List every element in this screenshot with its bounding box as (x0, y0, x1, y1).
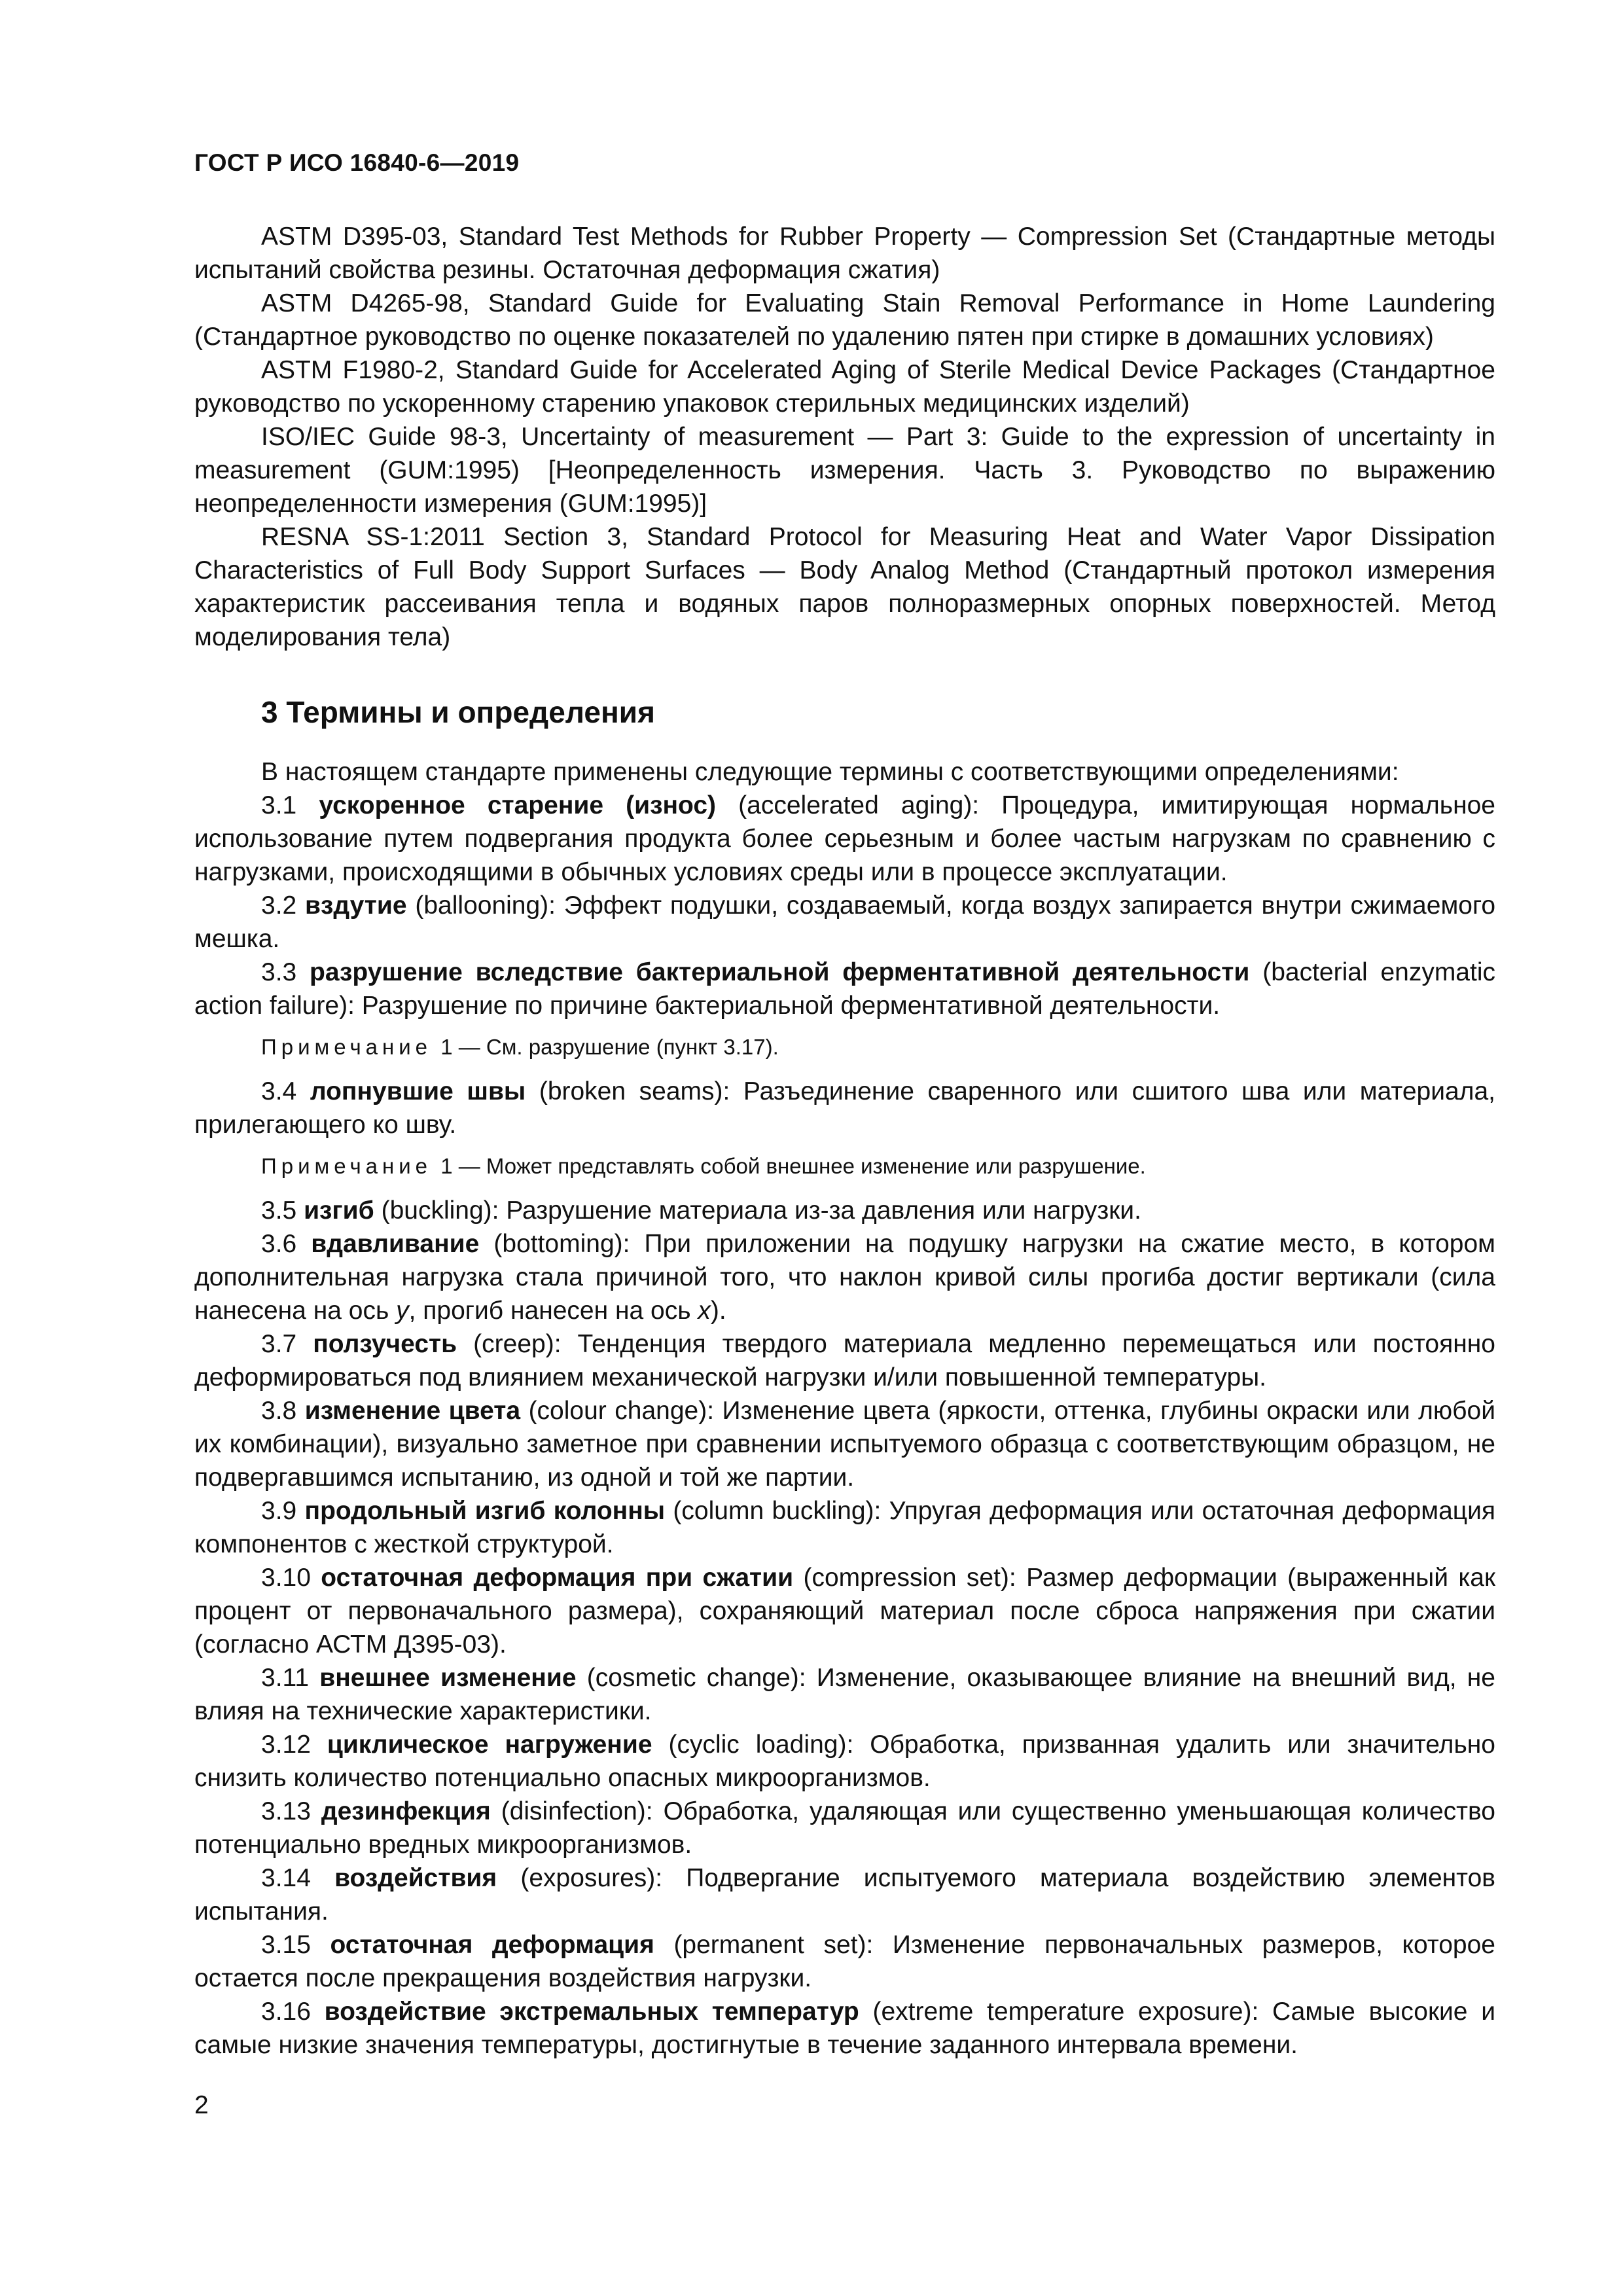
term-entry (194, 1661, 1495, 1728)
term-number: 3.11 (261, 1664, 310, 1692)
reference-entry: RESNA SS-1:2011 Section 3, Standard Protocol for Measuring Heat and Water Vapor Dissipation Characteristics of Full Body Support Surfaces — Body Analog Method (Стандартный протокол измерения характеристик рассеивания тепла и водяных паров полноразмерных опорных поверхностей. Метод моделирования тела) (194, 523, 1495, 651)
term-number: 3.1 (261, 791, 297, 819)
term-number: 3.13 (261, 1797, 311, 1825)
term-definition: (extreme temperature exposure): Самые высокие и самые низкие значения температуры, достигнутые в течение заданного интервала времени. (194, 1998, 1496, 2059)
term-name: остаточная деформация при сжатии (321, 1564, 794, 1592)
axis-variable: x (698, 1297, 711, 1325)
term-definition: (compression set): Размер деформации (выраженный как процент от первоначального размера), сохраняющий материал после сброса напряжения при сжатии (согласно АСТМ Д395-03). (194, 1564, 1496, 1659)
term-name: дезинфекция (321, 1797, 491, 1825)
term-entry (194, 1561, 1495, 1661)
term-number: 3.7 (261, 1330, 297, 1358)
term-entry (194, 956, 1495, 1022)
term-definition: (column buckling): Упругая деформация или остаточная деформация компонентов с жесткой структурой. (194, 1497, 1496, 1558)
term-definition: (creep): Тенденция твердого материала медленно перемещаться или постоянно деформироваться под влиянием механической нагрузки и/или повышенной температуры. (194, 1330, 1495, 1391)
term-definition: (buckling): Разрушение материала из-за давления или нагрузки. (381, 1196, 1141, 1225)
term-definition: (bacterial enzymatic action failure): Разрушение по причине бактериальной ферментативной деятельности. (194, 958, 1495, 1020)
term-entry (194, 789, 1495, 889)
term-number: 3.12 (261, 1731, 311, 1759)
reference-entry: ASTM F1980-2, Standard Guide for Accelerated Aging of Sterile Medical Device Packages (Стандартное руководство по ускоренному старению упаковок стерильных медицинских изделий) (194, 356, 1495, 418)
term-name: вдавливание (311, 1230, 480, 1258)
term-number: 3.14 (261, 1864, 311, 1892)
term-entry (194, 1928, 1495, 1995)
term-name: внешнее изменение (319, 1664, 577, 1692)
term-entry (194, 1394, 1495, 1494)
note-text: 1 — Может представлять собой внешнее изменение или разрушение. (440, 1154, 1146, 1178)
term-name: изменение цвета (304, 1397, 521, 1425)
term-definition: , прогиб нанесен на ось (408, 1297, 698, 1325)
term-name: вздутие (305, 891, 407, 920)
term-number: 3.2 (261, 891, 297, 920)
term-definition: (cyclic loading): Обработка, призванная удалить или значительно снизить количество потенциально опасных микроорганизмов. (194, 1731, 1495, 1792)
term-name: ускоренное старение (износ) (319, 791, 717, 819)
term-number: 3.4 (261, 1077, 297, 1105)
term-definition: (broken seams): Разъединение сваренного или сшитого шва или материала, прилегающего ко шву. (194, 1077, 1495, 1139)
term-number: 3.5 (261, 1196, 297, 1225)
term-entry (194, 1995, 1495, 2062)
term-number: 3.16 (261, 1998, 311, 2026)
term-definition: (permanent set): Изменение первоначальных размеров, которое остается после прекращения воздействия нагрузки. (194, 1931, 1495, 1992)
term-definition: ). (710, 1297, 726, 1325)
term-definition: (exposures): Подвергание испытуемого материала воздействию элементов испытания. (194, 1864, 1496, 1926)
term-definition: (cosmetic change): Изменение, оказывающее влияние на внешний вид, не влияя на технические характеристики. (194, 1664, 1495, 1725)
term-entry (194, 1795, 1495, 1861)
term-number: 3.8 (261, 1397, 297, 1425)
term-entry (194, 1861, 1495, 1928)
note-text: 1 — См. разрушение (пункт 3.17). (440, 1035, 779, 1059)
term-entry (194, 1194, 1495, 1227)
term-number: 3.10 (261, 1564, 311, 1592)
term-entry (194, 1494, 1495, 1561)
section-intro: В настоящем стандарте применены следующие термины с соответствующими определениями: (261, 758, 1399, 786)
term-name: воздействие экстремальных температур (324, 1998, 859, 2026)
term-name: продольный изгиб колонны (304, 1497, 666, 1525)
term-name: ползучесть (313, 1330, 457, 1358)
term-definition: (accelerated aging): Процедура, имитирующая нормальное использование путем подвергания продукта более серьезным и более частым нагрузкам по сравнению с нагрузками, происходящими в обычных условиях среды или в процессе эксплуатации. (194, 791, 1495, 886)
reference-entry: ASTM D4265-98, Standard Guide for Evaluating Stain Removal Performance in Home Laundering (Стандартное руководство по оценке показателей по удалению пятен при стирке в домашних условиях) (194, 289, 1495, 351)
note (194, 1152, 1495, 1181)
page-number: 2 (194, 2091, 209, 2119)
term-number: 3.9 (261, 1497, 297, 1525)
term-name: остаточная деформация (330, 1931, 654, 1959)
term-entry (194, 1327, 1495, 1394)
reference-entry: ASTM D395-03, Standard Test Methods for Rubber Property — Compression Set (Стандартные методы испытаний свойства резины. Остаточная деформация сжатия) (194, 223, 1495, 284)
term-entry (194, 889, 1495, 956)
axis-variable: y (396, 1297, 409, 1325)
term-number: 3.15 (261, 1931, 311, 1959)
reference-entry: ISO/IEC Guide 98-3, Uncertainty of measurement — Part 3: Guide to the expression of uncertainty in measurement (GUM:1995) [Неопределенность измерения. Часть 3. Руководство по выражению неопределенности измерения (GUM:1995)] (194, 423, 1495, 518)
term-entry (194, 1728, 1495, 1795)
term-name: циклическое нагружение (327, 1731, 652, 1759)
note-label: Примечание (261, 1154, 433, 1178)
term-definition: (disinfection): Обработка, удаляющая или существенно уменьшающая количество потенциально вредных микроорганизмов. (194, 1797, 1496, 1859)
term-definition: (ballooning): Эффект подушки, создаваемый, когда воздух запирается внутри сжимаемого мешка. (194, 891, 1496, 953)
term-number: 3.3 (261, 958, 297, 986)
term-name: разрушение вследствие бактериальной ферментативной деятельности (310, 958, 1250, 986)
note (194, 1033, 1495, 1062)
document-header: ГОСТ Р ИСО 16840-6—2019 (194, 149, 520, 176)
term-name: лопнувшие швы (310, 1077, 526, 1105)
term-entry (194, 1075, 1495, 1141)
document-body (194, 220, 1495, 2062)
note-label: Примечание (261, 1035, 433, 1059)
term-name: воздействия (334, 1864, 497, 1892)
term-definition: (bottoming): При приложении на подушку нагрузки на сжатие место, в котором дополнительная нагрузка стала причиной того, что наклон кривой силы прогиба достиг вертикали (сила нанесена на ось (194, 1230, 1495, 1325)
term-number: 3.6 (261, 1230, 297, 1258)
section-heading: 3 Термины и определения (261, 695, 655, 729)
term-entry (194, 1227, 1495, 1327)
term-definition: (colour change): Изменение цвета (яркости, оттенка, глубины окраски или любой их комбинации), визуально заметное при сравнении испытуемого образца с соответствующим образцом, не подвергавшимся испытанию, из одной и той же партии. (194, 1397, 1495, 1492)
term-name: изгиб (304, 1196, 374, 1225)
